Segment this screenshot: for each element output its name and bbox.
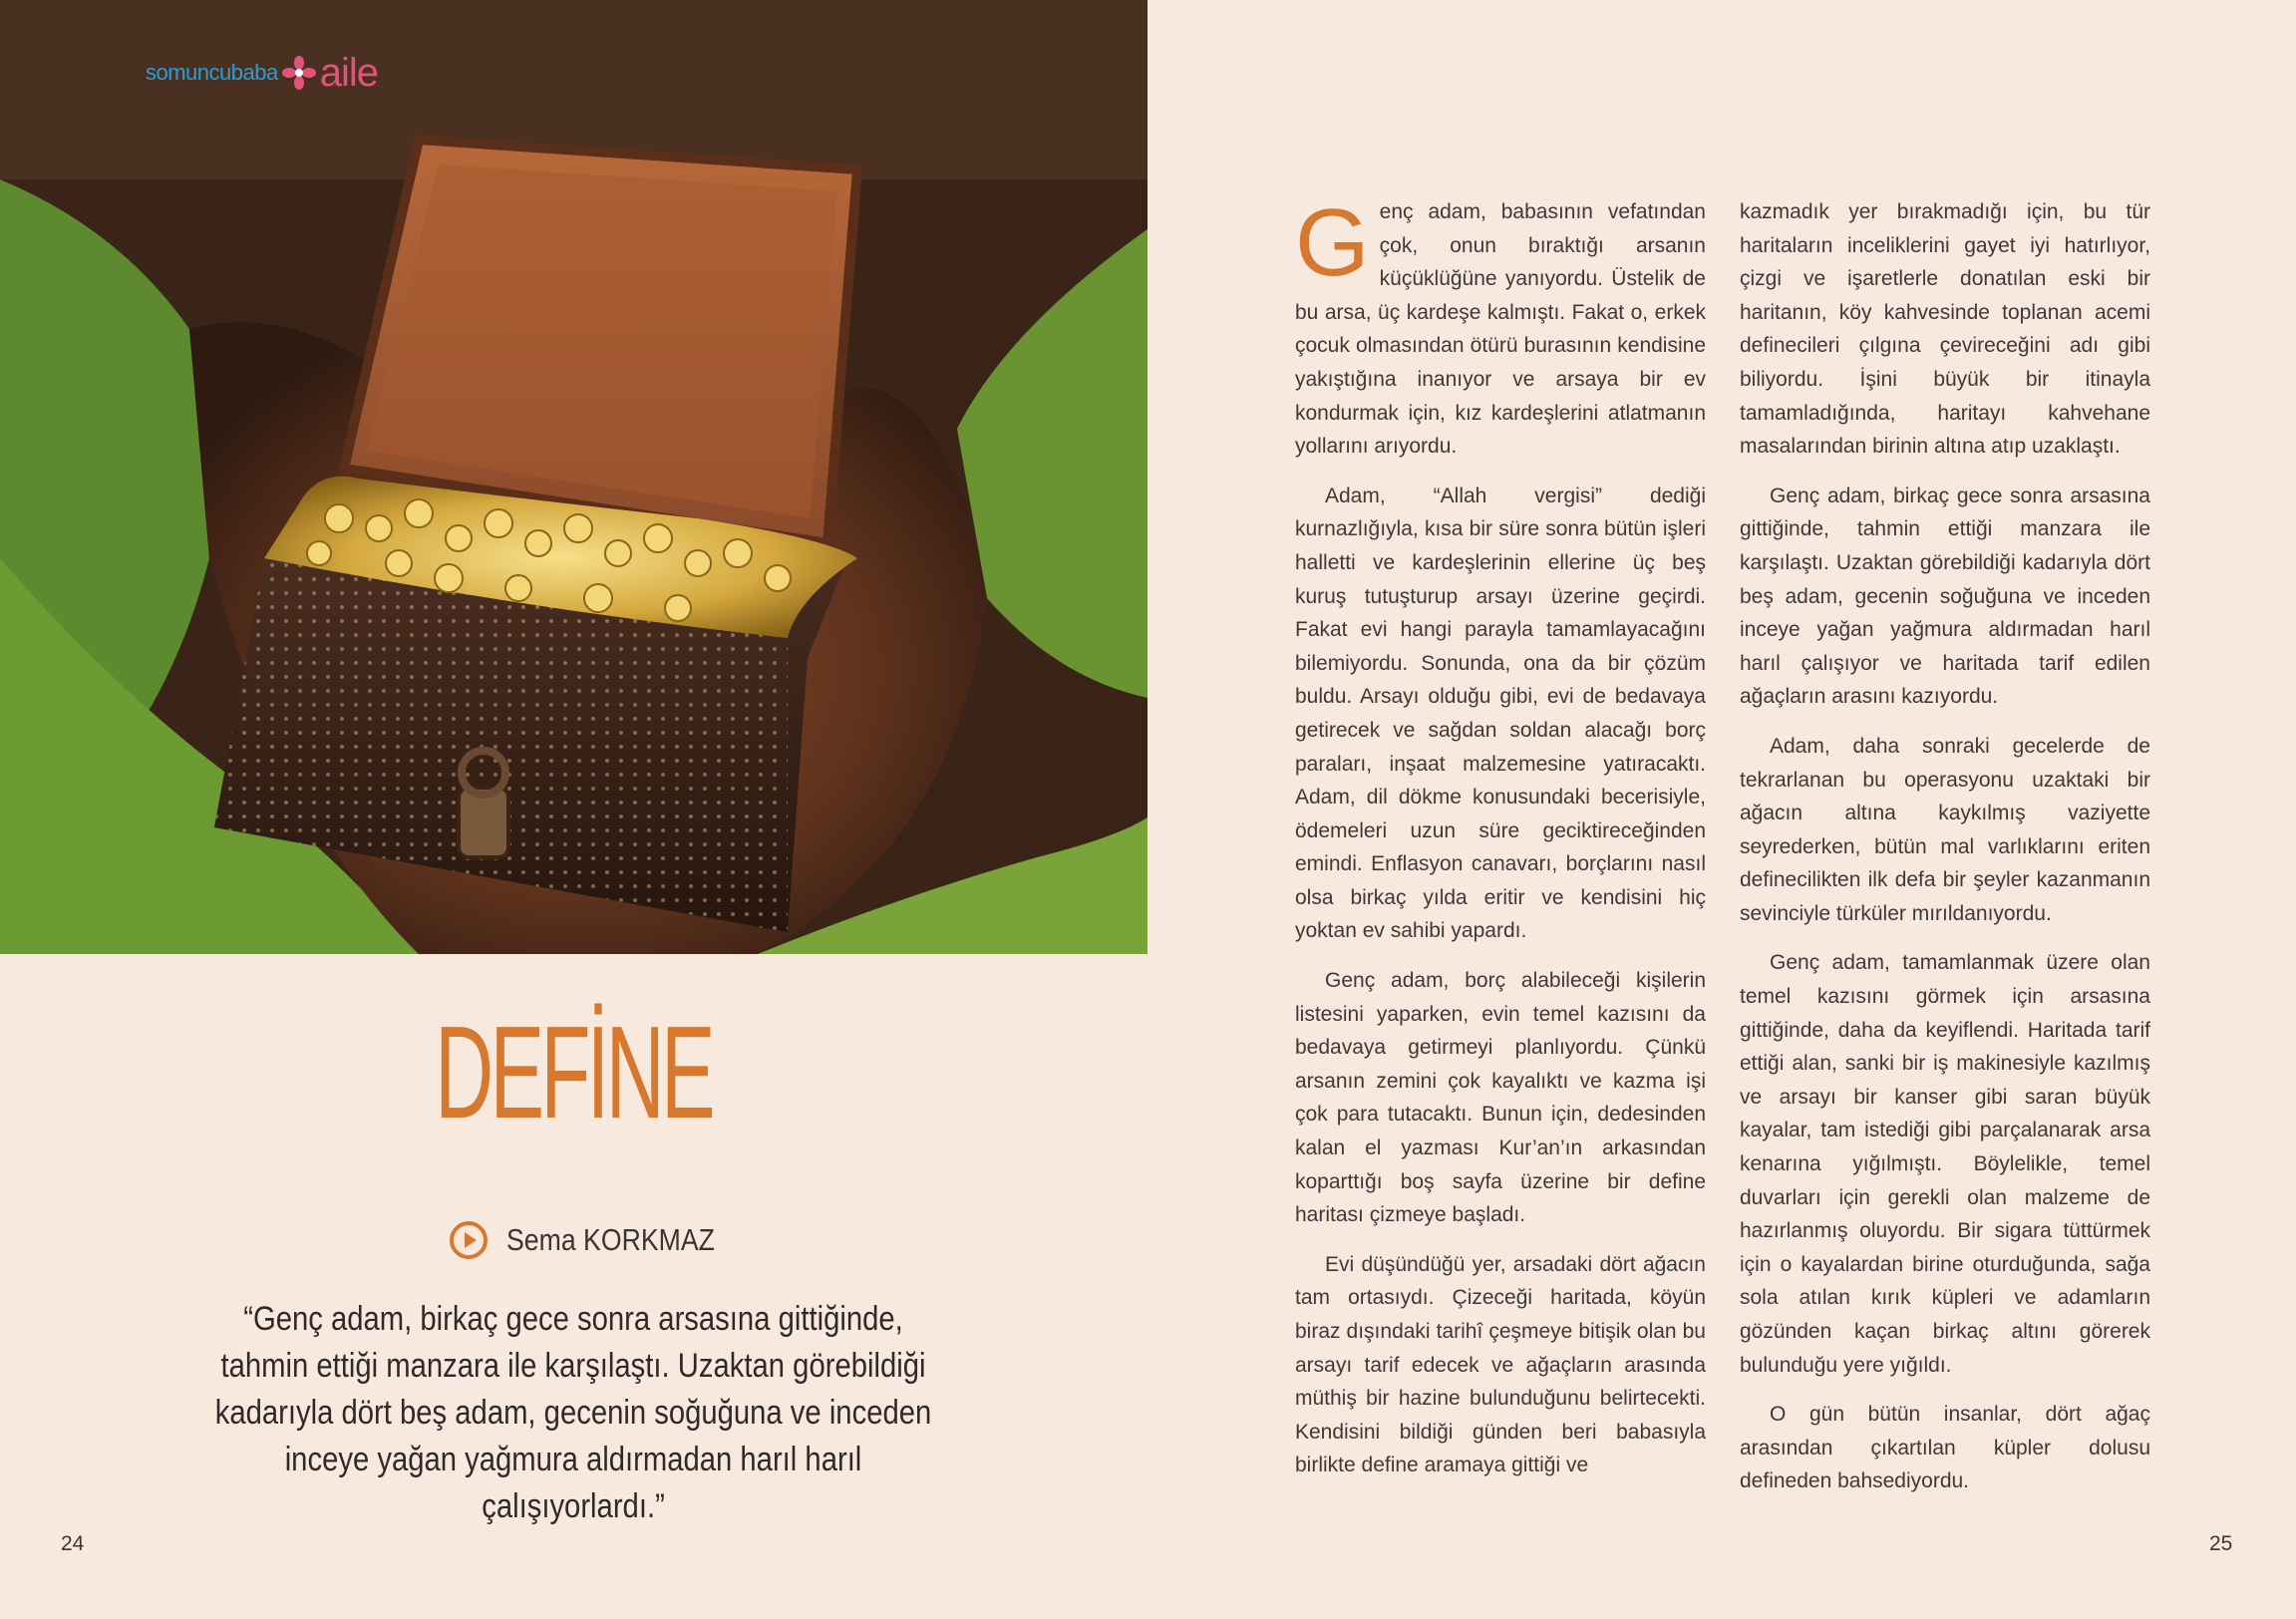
text-column-2 bbox=[1740, 195, 2150, 1514]
drop-cap: G bbox=[1295, 189, 1370, 296]
article-title: DEFİNE bbox=[435, 999, 712, 1145]
page-number-left: 24 bbox=[61, 1532, 85, 1555]
brand-name-part1: somuncubaba bbox=[146, 60, 278, 85]
paragraph: Adam, daha sonraki gecelerde de tekrarlanan bu operasyonu uzaktaki bir ağacın altına kaykılmış vaziyette seyrederken, bütün mal varlıklarını eriten definecilikten ilk defa bir şeyler kazanmanın sevinciyle türküler mırıldanıyordu. bbox=[1740, 734, 2150, 925]
paragraph: Evi düşündüğü yer, arsadaki dört ağacın tam ortasıydı. Çizeceği haritada, köyün biraz dışındaki tarihî çeşmeye bitişik olan bu arsayı tarif edecek ve ağaçların arasında müthiş bir hazine bulunduğunu belirtecekti. Kendisini bildiği günden beri babasıyla birlikte define aramaya gittiği ve bbox=[1295, 1252, 1706, 1477]
paragraph: Genç adam, birkaç gece sonra arsasına gittiğinde, tahmin ettiği manzara ile karşılaştı. Uzaktan görebildiği kadarıyla dört beş adam, gecenin soğuğuna ve inceden inceye yağan yağmura aldırmadan harıl harıl çalışıyor ve haritada tarif edilen ağaçların arasını kazıyordu. bbox=[1740, 484, 2150, 709]
brand-logo bbox=[146, 52, 378, 94]
text-column-1 bbox=[1295, 189, 1706, 1498]
paragraph: kazmadık yer bırakmadığı için, bu tür haritaların inceliklerini gayet iyi hatırlıyor, çizgi ve işaretlerle donatılan eski bir haritanın, köy kahvesinde toplanan acemi definecileri çılgına çevireceğini adı gibi biliyordu. İşini büyük bir itinayla tamamladığında, haritayı kahvehane masalarından birinin altına atıp uzaklaştı. bbox=[1740, 200, 2150, 459]
play-circle-icon bbox=[449, 1220, 489, 1260]
paragraph-text: enç adam, babasının vefatından çok, onun bıraktığı arsanın küçüklüğüne yanıyordu. Üstelik de bu arsa, üç kardeşe kalmıştı. Fakat o, erkek çocuk olmasından ötürü burasının kendisine yakıştığına inanıyor ve arsaya bir ev kondurmak için, kız kardeşlerini atlatmanın yollarını arıyordu. bbox=[1295, 200, 1706, 459]
page-number-right: 25 bbox=[2209, 1532, 2233, 1555]
paragraph: Genç adam, tamamlanmak üzere olan temel kazısını görmek için arsasına gittiğinde, daha da keyiflendi. Haritada tarif ettiği alan, sanki bir iş makinesiyle kazılmış ve arsayı bir kanser gibi saran büyük kayalar, tam istediği gibi parçalanarak arsa kenarına yığılmıştı. Böylelikle, temel duvarları için gerekli olan malzeme de hazırlanmış oluyordu. Bir sigara tüttürmek için o kayalardan birine oturduğunda, sağa sola atılan kırık küpleri ve adamların gözünden kaçan birkaç altını görerek bulunduğu yere yığıldı. bbox=[1740, 951, 2150, 1377]
paragraph: O gün bütün insanlar, dört ağaç arasından çıkartılan küpler dolusu defineden bahsediyordu. bbox=[1740, 1403, 2150, 1493]
paragraph bbox=[1295, 189, 1706, 464]
author-name: Sema KORKMAZ bbox=[506, 1222, 715, 1257]
paragraph: Adam, “Allah vergisi” dediği kurnazlığıyla, kısa bir süre sonra bütün işleri halletti ve kardeşlerinin ellerine üç beş kuruş tutuşturup arsayı üzerine geçirdi. Fakat evi hangi parayla tamamlayacağını bilemiyordu. Sonunda, ona da bir çözüm buldu. Arsayı olduğu gibi, evi de bedavaya getirecek ve sağdan soldan alacağı borç paraları, inşaat malzemesine yatıracaktı. Adam, dil dökme konusundaki becerisiyle, ödemeleri uzun süre geciktireceğinden emindi. Enflasyon canavarı, borçlarını nasıl olsa birkaç yılda eritir ve kendisini hiç yoktan ev sahibi yapardı. bbox=[1295, 484, 1706, 943]
author-byline bbox=[449, 1219, 749, 1261]
treasure-chest-photo bbox=[0, 0, 1148, 954]
brand-name-part2: aile bbox=[319, 50, 378, 95]
flower-icon bbox=[282, 56, 316, 90]
paragraph: Genç adam, borç alabileceği kişilerin listesini yaparken, evin temel kazısını da bedavaya getirmeyi planlıyordu. Çünkü arsanın zemini çok kayalıktı ve kazma işi çok para tutacaktı. Bunun için, dedesinden kalan el yazması Kur’an’ın arkasından koparttığı boş sayfa üzerine bir define haritası çizmeye başladı. bbox=[1295, 969, 1706, 1227]
pull-quote: “Genç adam, birkaç gece sonra arsasına gittiğinde, tahmin ettiği manzara ile karşılaştı. Uzaktan görebildiği kadarıyla dört beş adam, gecenin soğuğuna ve inceden inceye yağan yağmura aldırmadan harıl harıl çalışıyorlardı.” bbox=[214, 1300, 932, 1525]
